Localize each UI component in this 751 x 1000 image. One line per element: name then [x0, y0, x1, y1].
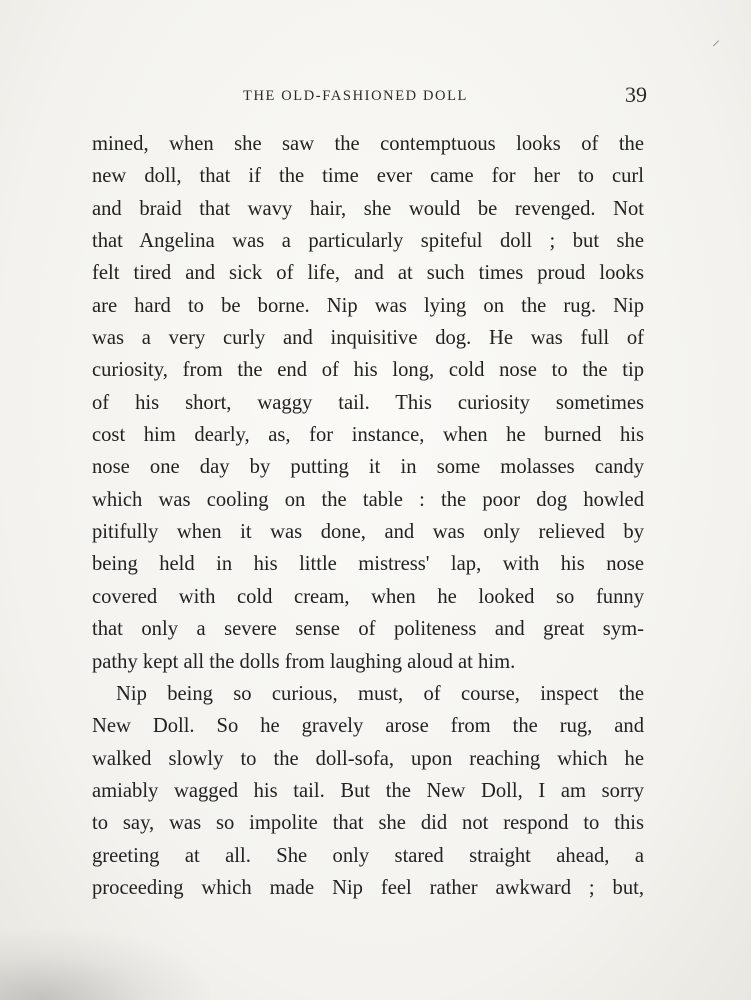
text-line: amiably wagged his tail. But the New Doll, I am sorry	[92, 779, 644, 802]
text-line: greeting at all. She only stared straight ahead, a	[92, 844, 644, 867]
text-line: are hard to be borne. Nip was lying on the rug. Nip	[92, 294, 644, 317]
text-line: was a very curly and inquisitive dog. He was full of	[92, 327, 644, 350]
text-line: mined, when she saw the contemptuous looks of the	[92, 133, 644, 155]
print-speck-mark: ⸝	[712, 32, 721, 49]
page-number: 39	[625, 82, 647, 107]
text-line: proceeding which made Nip feel rather awkward ; but,	[92, 876, 644, 899]
text-line: and braid that wavy hair, she would be revenged. Not	[92, 197, 644, 220]
text-line: which was cooling on the table : the poor dog howled	[92, 488, 644, 511]
body-text	[92, 128, 644, 904]
text-line: New Doll. So he gravely arose from the rug, and	[92, 715, 644, 738]
text-line: nose one day by putting it in some molasses candy	[92, 456, 644, 479]
text-line: cost him dearly, as, for instance, when he burned his	[92, 424, 644, 447]
text-line: new doll, that if the time ever came for her to curl	[92, 165, 644, 188]
text-line: of his short, waggy tail. This curiosity sometimes	[92, 391, 644, 414]
text-line-paragraph-end: pathy kept all the dolls from laughing aloud at him.	[92, 650, 516, 673]
running-head-title: THE OLD-FASHIONED DOLL	[243, 88, 469, 104]
text-line: to say, was so impolite that she did not respond to this	[92, 812, 644, 835]
text-line: pitifully when it was done, and was only relieved by	[92, 521, 644, 544]
text-line: walked slowly to the doll-sofa, upon reaching which he	[92, 747, 644, 770]
text-line: being held in his little mistress' lap, with his nose	[92, 553, 644, 576]
text-line: covered with cold cream, when he looked so funny	[92, 585, 644, 608]
text-line: felt tired and sick of life, and at such times proud looks	[92, 262, 644, 285]
ink-smudge	[0, 930, 210, 1000]
text-line-paragraph-start: Nip being so curious, must, of course, inspect the	[116, 682, 644, 705]
text-line: curiosity, from the end of his long, cold nose to the tip	[92, 359, 644, 382]
text-line: that only a severe sense of politeness and great sym-	[92, 618, 644, 641]
text-line: that Angelina was a particularly spiteful doll ; but she	[92, 230, 644, 253]
